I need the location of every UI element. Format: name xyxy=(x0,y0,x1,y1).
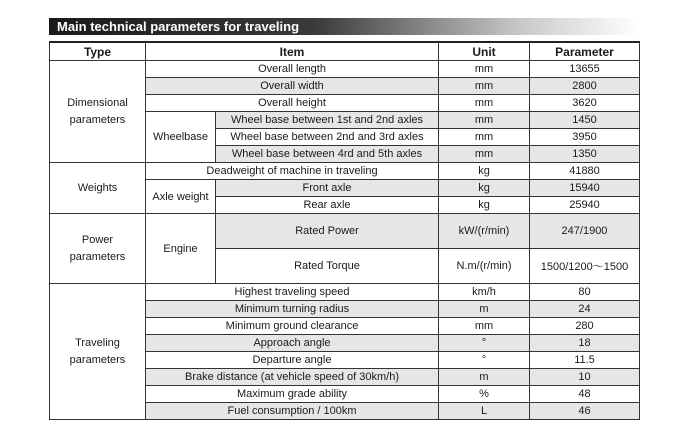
value-cell: 41880 xyxy=(530,163,640,180)
value-cell: 24 xyxy=(530,301,640,318)
unit-cell: mm xyxy=(439,112,530,129)
unit-cell: N.m/(r/min) xyxy=(439,249,530,284)
item-cell: Rated Power xyxy=(216,214,439,249)
item-cell: Rear axle xyxy=(216,197,439,214)
item-cell: Rated Torque xyxy=(216,249,439,284)
value-cell: 3950 xyxy=(530,129,640,146)
item-cell: Departure angle xyxy=(146,352,439,369)
unit-cell: mm xyxy=(439,78,530,95)
item-cell: Deadweight of machine in traveling xyxy=(146,163,439,180)
header-item: Item xyxy=(146,42,439,61)
unit-cell: kg xyxy=(439,180,530,197)
group-weights: Weights xyxy=(50,163,146,214)
value-cell: 1450 xyxy=(530,112,640,129)
value-cell: 280 xyxy=(530,318,640,335)
unit-cell: % xyxy=(439,386,530,403)
item-cell: Fuel consumption / 100km xyxy=(146,403,439,420)
unit-cell: mm xyxy=(439,61,530,78)
unit-cell: km/h xyxy=(439,284,530,301)
item-cell: Wheel base between 4rd and 5th axles xyxy=(216,146,439,163)
subgroup-axle-weight: Axle weight xyxy=(146,180,216,214)
value-cell: 80 xyxy=(530,284,640,301)
unit-cell: mm xyxy=(439,129,530,146)
section-title: Main technical parameters for traveling xyxy=(57,19,300,34)
unit-cell: ° xyxy=(439,352,530,369)
item-cell: Minimum ground clearance xyxy=(146,318,439,335)
section-title-bar xyxy=(49,18,639,35)
unit-cell: ° xyxy=(439,335,530,352)
item-cell: Minimum turning radius xyxy=(146,301,439,318)
value-cell: 2800 xyxy=(530,78,640,95)
item-cell: Wheel base between 1st and 2nd axles xyxy=(216,112,439,129)
group-dimensional: Dimensional parameters xyxy=(50,61,146,163)
subgroup-wheelbase: Wheelbase xyxy=(146,112,216,163)
table-row xyxy=(50,284,640,301)
value-cell: 25940 xyxy=(530,197,640,214)
item-cell: Maximum grade ability xyxy=(146,386,439,403)
group-traveling: Traveling parameters xyxy=(50,284,146,420)
unit-cell: kg xyxy=(439,197,530,214)
value-cell: 10 xyxy=(530,369,640,386)
table-row xyxy=(50,163,640,180)
item-cell: Wheel base between 2nd and 3rd axles xyxy=(216,129,439,146)
unit-cell: m xyxy=(439,301,530,318)
value-cell: 3620 xyxy=(530,95,640,112)
header-type: Type xyxy=(50,42,146,61)
item-cell: Highest traveling speed xyxy=(146,284,439,301)
table-row xyxy=(50,61,640,78)
item-cell: Overall height xyxy=(146,95,439,112)
value-cell: 18 xyxy=(530,335,640,352)
unit-cell: kg xyxy=(439,163,530,180)
unit-cell: mm xyxy=(439,318,530,335)
unit-cell: kW/(r/min) xyxy=(439,214,530,249)
item-cell: Approach angle xyxy=(146,335,439,352)
value-cell: 15940 xyxy=(530,180,640,197)
header-parameter: Parameter xyxy=(530,42,640,61)
unit-cell: mm xyxy=(439,95,530,112)
table-row xyxy=(50,214,640,249)
subgroup-engine: Engine xyxy=(146,214,216,284)
unit-cell: m xyxy=(439,369,530,386)
unit-cell: L xyxy=(439,403,530,420)
value-cell: 46 xyxy=(530,403,640,420)
header-unit: Unit xyxy=(439,42,530,61)
item-cell: Brake distance (at vehicle speed of 30km/h) xyxy=(146,369,439,386)
group-power: Power parameters xyxy=(50,214,146,284)
value-cell: 48 xyxy=(530,386,640,403)
item-cell: Overall length xyxy=(146,61,439,78)
value-cell: 247/1900 xyxy=(530,214,640,249)
value-cell: 13655 xyxy=(530,61,640,78)
unit-cell: mm xyxy=(439,146,530,163)
header-row xyxy=(50,42,640,61)
value-cell: 1500/1200～1500 xyxy=(530,249,640,284)
item-cell: Overall width xyxy=(146,78,439,95)
item-cell: Front axle xyxy=(216,180,439,197)
parameters-table xyxy=(49,41,640,420)
value-cell: 11.5 xyxy=(530,352,640,369)
value-cell: 1350 xyxy=(530,146,640,163)
